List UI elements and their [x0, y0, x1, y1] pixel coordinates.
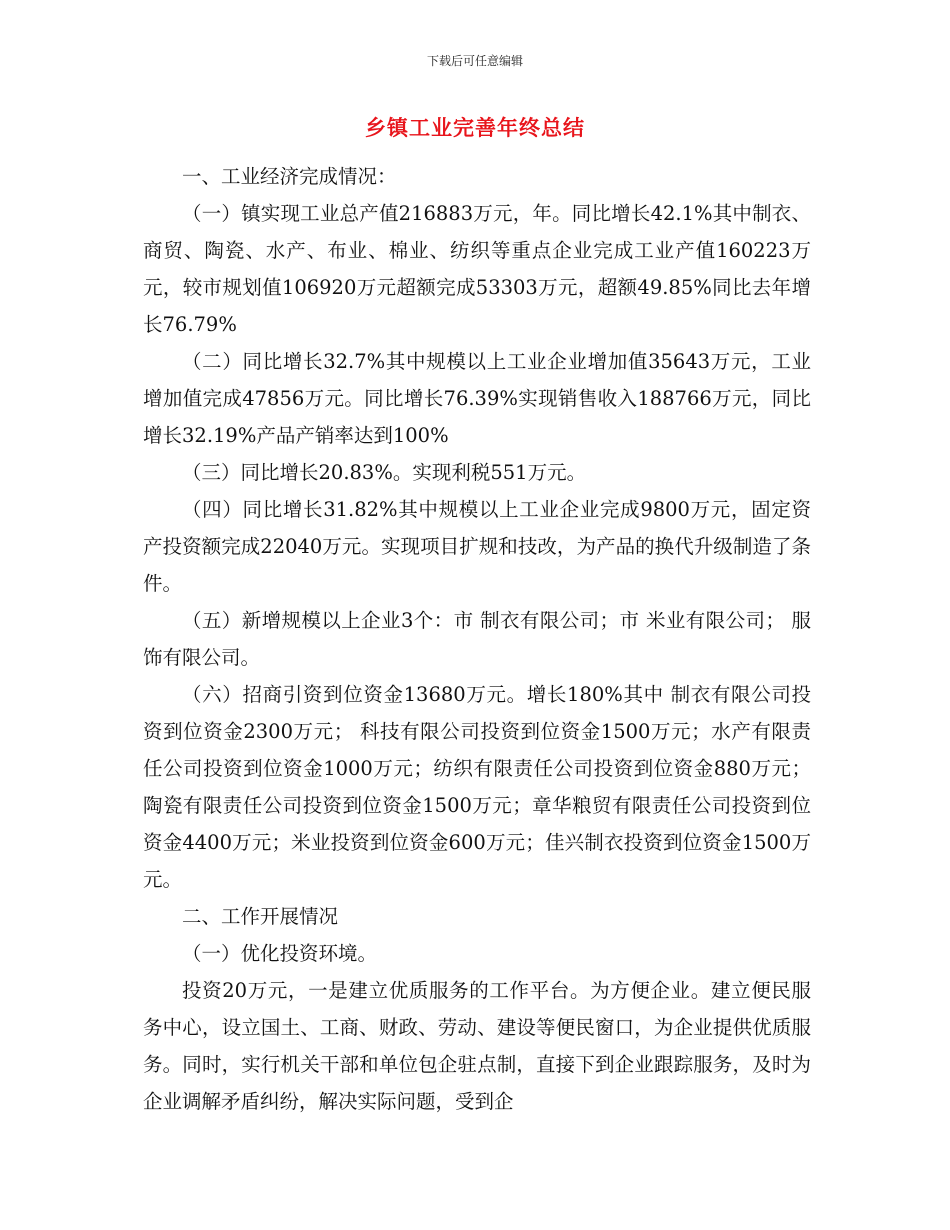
paragraph-output-value: （一）镇实现工业总产值216883万元，年。同比增长42.1%其中制衣、商贸、陶瓷、水产、布业、棉业、纺织等重点企业完成工业产值160223万元，较市规划值106920万元超额完成53303万元，超额49.85%同比去年增长76.79% [143, 202, 811, 336]
section-heading-work: 二、工作开展情况 [182, 905, 339, 928]
paragraph-added-value: （二）同比增长32.7%其中规模以上工业企业增加值35643万元，工业增加值完成47856万元。同比增长76.39%实现销售收入188766万元，同比增长32.19%产品产销率达到100% [143, 350, 811, 447]
paragraph-profit-tax: （三）同比增长20.83%。实现利税551万元。 [182, 461, 587, 484]
paragraph-investment-attraction: （六）招商引资到位资金13680万元。增长180%其中 制衣有限公司投资到位资金2300万元； 科技有限公司投资到位资金1500万元；水产有限责任公司投资到位资金1000万元；纺织有限责任公司投资到位资金880万元；陶瓷有限责任公司投资到位资金1500万元；章华粮贸有限责任公司投资到位资金4400万元；米业投资到位资金600万元；佳兴制衣投资到位资金1500万元。 [143, 683, 811, 891]
paragraph-fixed-investment: （四）同比增长31.82%其中规模以上工业企业完成9800万元，固定资产投资额完成22040万元。实现项目扩规和技改，为产品的换代升级制造了条件。 [143, 498, 811, 595]
paragraph-new-enterprises: （五）新增规模以上企业3个：市 制衣有限公司；市 米业有限公司； 服饰有限公司。 [143, 609, 811, 669]
subheading-investment-environment: （一）优化投资环境。 [182, 942, 378, 965]
paragraph-service-platform: 投资20万元，一是建立优质服务的工作平台。为方便企业。建立便民服务中心，设立国土、工商、财政、劳动、建设等便民窗口，为企业提供优质服务。同时，实行机关干部和单位包企驻点制，直接下到企业跟踪服务，及时为企业调解矛盾纠纷，解决实际问题，受到企 [143, 979, 811, 1113]
document-title: 乡镇工业完善年终总结 [365, 116, 585, 140]
header-note: 下载后可任意编辑 [426, 54, 523, 68]
document-body [143, 158, 811, 1120]
section-heading-economy: 一、工业经济完成情况： [182, 165, 397, 188]
